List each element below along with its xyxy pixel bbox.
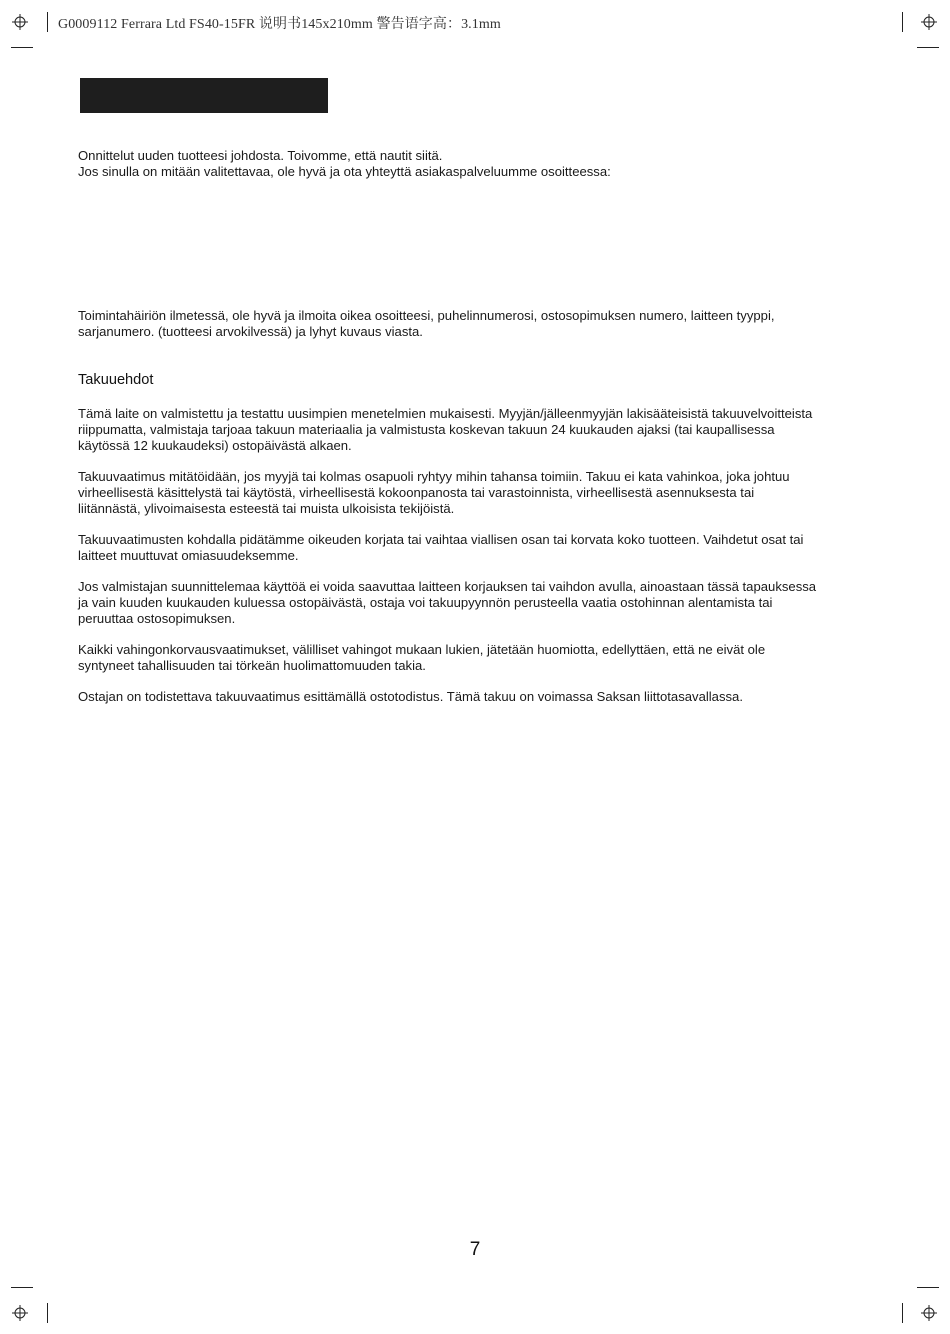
warranty-paragraph: Kaikki vahingonkorvausvaatimukset, välilliset vahingot mukaan lukien, jätetään huomiotta, edellyttäen, että ne eivät ole syntyneet tahallisuuden tai törkeän huolimattomuuden takia. bbox=[78, 642, 766, 673]
fault-report-text: Toimintahäiriön ilmetessä, ole hyvä ja ilmoita oikea osoitteesi, puhelinnumerosi, ostosopimuksen numero, laitteen tyyppi, sarjanumero. (tuotteesi arvokilvessä) ja lyhyt kuvaus viasta. bbox=[78, 308, 775, 339]
crop-mark bbox=[47, 12, 48, 32]
registration-mark-icon bbox=[12, 14, 28, 30]
intro-line: Onnittelut uuden tuotteesi johdosta. Toivomme, että nautit siitä. bbox=[78, 148, 443, 163]
crop-mark bbox=[902, 1303, 903, 1323]
warranty-paragraph: Jos valmistajan suunnittelemaa käyttöä ei voida saavuttaa laitteen korjauksen tai vaihdon avulla, ainoastaan tässä tapauksessa ja vain kuuden kuukauden kuluessa ostopäivästä, ostaja voi takuupyynnön perusteella vaatia ostohinnan alentamista tai peruuttaa ostosopimuksen. bbox=[78, 579, 817, 626]
warranty-paragraph: Takuuvaatimusten kohdalla pidätämme oikeuden korjata tai vaihtaa viallisen osan tai korvata koko tuotteen. Vaihdetut osat tai laitteet muuttuvat omiasuudeksemme. bbox=[78, 531, 804, 563]
crop-mark bbox=[47, 1303, 48, 1323]
crop-mark bbox=[917, 47, 939, 48]
warranty-paragraph: Tämä laite on valmistettu ja testattu uusimpien menetelmien mukaisesti. Myyjän/jälleenmyyjän lakisääteisistä takuuvelvoitteista riippumatta, valmistaja tarjoaa takuun materiaalia ja valmistusta koskevan takuun 24 kuukauden ajaksi (tai kaupallisessa käytössä 12 kuukaudeksi) ostopäivästä alkaen. bbox=[78, 406, 813, 453]
warranty-paragraph: Ostajan on todistettava takuuvaatimus esittämällä ostotodistus. Tämä takuu on voimassa Saksan liittotasavallassa. bbox=[78, 689, 743, 705]
warranty-heading: Takuuehdot bbox=[78, 372, 154, 388]
crop-mark bbox=[11, 47, 33, 48]
registration-mark-icon bbox=[12, 1305, 28, 1321]
registration-mark-icon bbox=[921, 14, 937, 30]
fault-report-section bbox=[78, 308, 818, 340]
page-number: 7 bbox=[469, 1239, 481, 1260]
print-header: G0009112 Ferrara Ltd FS40-15FR 说明书145x210mm 警告语字高：3.1mm bbox=[58, 17, 501, 32]
intro-section bbox=[78, 148, 818, 180]
intro-line: Jos sinulla on mitään valitettavaa, ole hyvä ja ota yhteyttä asiakaspalveluumme osoitteessa: bbox=[78, 163, 611, 179]
warranty-paragraph: Takuuvaatimus mitätöidään, jos myyjä tai kolmas osapuoli ryhtyy mihin tahansa toimiin. Takuu ei kata vahinkoa, joka johtuu virheellisestä käsittelystä tai käytöstä, virheellisestä kokoonpanosta tai varastoinnista, virheellisestä asennuksesta tai liitännästä, ylivoimaisesta esteestä tai muista ulkoisista tekijöistä. bbox=[78, 468, 790, 516]
warranty-terms bbox=[78, 406, 818, 705]
registration-mark-icon bbox=[921, 1305, 937, 1321]
crop-mark bbox=[11, 1287, 33, 1288]
crop-mark bbox=[917, 1287, 939, 1288]
crop-mark bbox=[902, 12, 903, 32]
title-band bbox=[80, 78, 328, 113]
